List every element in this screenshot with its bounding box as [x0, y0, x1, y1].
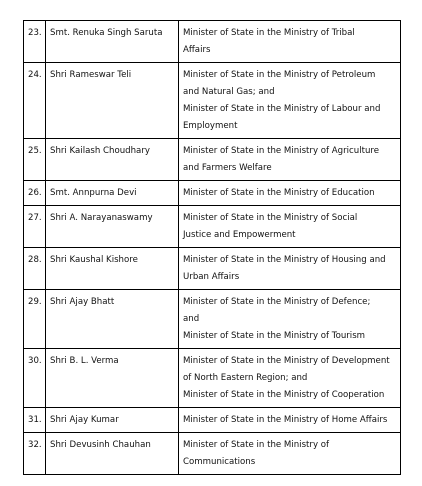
portfolio-line: Communications [183, 457, 256, 467]
table-row [24, 21, 401, 63]
minister-name: Shri Rameswar Teli [46, 63, 179, 139]
portfolio-line: Minister of State in the Ministry of Defence; [183, 297, 371, 307]
minister-name: Shri A. Narayanaswamy [46, 206, 179, 248]
table-row [24, 290, 401, 349]
portfolio-line: Minister of State in the Ministry of Tourism [183, 331, 366, 341]
portfolio [179, 63, 401, 139]
portfolio [179, 248, 401, 290]
row-number: 30. [24, 349, 46, 408]
minister-name: Shri Kailash Choudhary [46, 139, 179, 181]
minister-name: Shri Kaushal Kishore [46, 248, 179, 290]
portfolio-line: Employment [183, 121, 238, 131]
portfolio [179, 433, 401, 475]
portfolio [179, 408, 401, 433]
table-row [24, 181, 401, 206]
table-row [24, 139, 401, 181]
table-row [24, 433, 401, 475]
row-number: 28. [24, 248, 46, 290]
table-row [24, 349, 401, 408]
portfolio-line: Minister of State in the Ministry of Social [183, 213, 358, 223]
portfolio-line: Minister of State in the Ministry of Home Affairs [183, 415, 388, 425]
portfolio-line: Minister of State in the Ministry of Development [183, 356, 390, 366]
portfolio-line: Minister of State in the Ministry of Labour and [183, 104, 381, 114]
portfolio-line: Minister of State in the Ministry of Housing and [183, 255, 386, 265]
minister-name: Shri Ajay Bhatt [46, 290, 179, 349]
portfolio [179, 139, 401, 181]
portfolio-line: Minister of State in the Ministry of Tribal [183, 28, 355, 38]
row-number: 29. [24, 290, 46, 349]
minister-name: Smt. Renuka Singh Saruta [46, 21, 179, 63]
portfolio-line: and Farmers Welfare [183, 163, 272, 173]
row-number: 31. [24, 408, 46, 433]
portfolio [179, 181, 401, 206]
row-number: 25. [24, 139, 46, 181]
portfolio [179, 206, 401, 248]
ministers-table-body [24, 21, 401, 475]
portfolio-line: Justice and Empowerment [183, 230, 296, 240]
portfolio [179, 290, 401, 349]
portfolio-line: Affairs [183, 45, 211, 55]
portfolio-line: of North Eastern Region; and [183, 373, 308, 383]
portfolio-line: and Natural Gas; and [183, 87, 275, 97]
row-number: 26. [24, 181, 46, 206]
minister-name: Shri B. L. Verma [46, 349, 179, 408]
ministers-table [23, 20, 401, 475]
portfolio [179, 349, 401, 408]
portfolio-line: and [183, 314, 200, 324]
row-number: 27. [24, 206, 46, 248]
minister-name: Shri Devusinh Chauhan [46, 433, 179, 475]
portfolio [179, 21, 401, 63]
portfolio-line: Minister of State in the Ministry of Agriculture [183, 146, 380, 156]
portfolio-line: Minister of State in the Ministry of Cooperation [183, 390, 385, 400]
portfolio-line: Minister of State in the Ministry of [183, 440, 330, 450]
row-number: 24. [24, 63, 46, 139]
portfolio-line: Urban Affairs [183, 272, 240, 282]
row-number: 23. [24, 21, 46, 63]
table-row [24, 408, 401, 433]
minister-name: Shri Ajay Kumar [46, 408, 179, 433]
table-row [24, 206, 401, 248]
row-number: 32. [24, 433, 46, 475]
portfolio-line: Minister of State in the Ministry of Petroleum [183, 70, 376, 80]
table-row [24, 63, 401, 139]
table-row [24, 248, 401, 290]
minister-name: Smt. Annpurna Devi [46, 181, 179, 206]
portfolio-line: Minister of State in the Ministry of Education [183, 188, 375, 198]
